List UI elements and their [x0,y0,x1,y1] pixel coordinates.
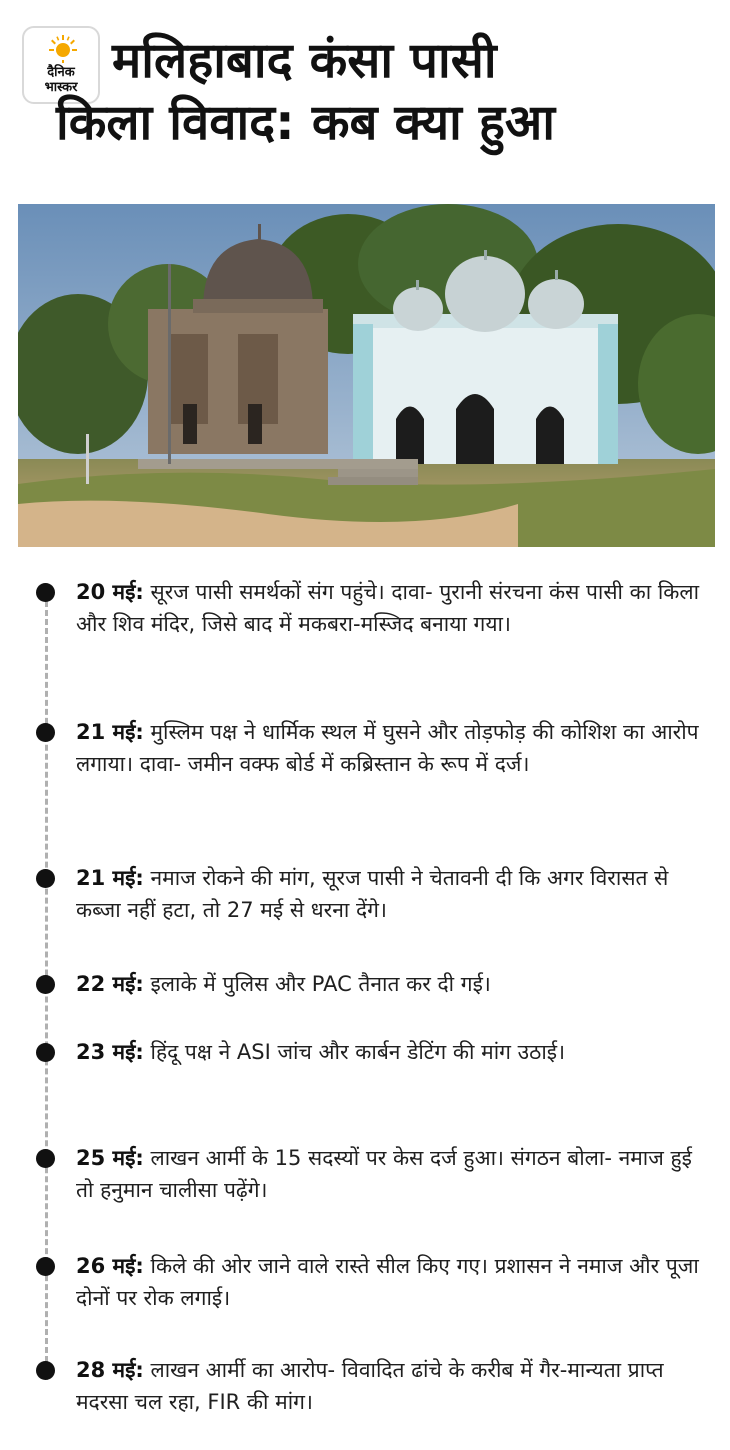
event-description: मुस्लिम पक्ष ने धार्मिक स्थल में घुसने और तोड़फोड़ की कोशिश का आरोप लगाया। दावा- जमीन वक्फ बोर्ड में कब्रिस्तान के रूप में दर्ज। [76,720,699,776]
event-text [76,1142,716,1206]
title-line2: किला विवाद: कब क्या हुआ [56,94,555,151]
event-date: 28 मई: [76,1358,144,1382]
event-text [76,716,716,780]
event-text [76,1250,716,1314]
sun-icon [48,34,78,64]
timeline-dot [36,723,55,742]
timeline-dot [36,1149,55,1168]
event-text [76,1354,716,1418]
timeline-dot [36,583,55,602]
event-description: इलाके में पुलिस और PAC तैनात कर दी गई। [150,972,491,996]
event-description: किले की ओर जाने वाले रास्ते सील किए गए। प्रशासन ने नमाज और पूजा दोनों पर रोक लगाई। [76,1254,699,1310]
timeline-dot [36,1257,55,1276]
timeline-dot [36,869,55,888]
event-date: 21 मई: [76,866,144,890]
event-date: 23 मई: [76,1040,144,1064]
fort-mosque-photo [18,204,715,547]
event-text [76,862,716,926]
timeline-dot [36,1361,55,1380]
event-date: 22 मई: [76,972,144,996]
event-text [76,1036,716,1068]
event-description: सूरज पासी समर्थकों संग पहुंचे। दावा- पुरानी संरचना कंस पासी का किला और शिव मंदिर, जिसे बाद में मकबरा-मस्जिद बनाया गया। [76,580,700,636]
logo-line1: दैनिक [47,65,75,80]
event-description: नमाज रोकने की मांग, सूरज पासी ने चेतावनी दी कि अगर विरासत से कब्जा नहीं हटा, तो 27 मई से धरना देंगे। [76,866,669,922]
event-date: 21 मई: [76,720,144,744]
logo-line2: भास्कर [44,80,78,95]
event-text [76,968,716,1000]
event-text [76,576,716,640]
event-date: 25 मई: [76,1146,144,1170]
event-description: लाखन आर्मी के 15 सदस्यों पर केस दर्ज हुआ। संगठन बोला- नमाज हुई तो हनुमान चालीसा पढ़ेंगे। [76,1146,692,1202]
timeline-dot [36,1043,55,1062]
event-date: 20 मई: [76,580,144,604]
event-date: 26 मई: [76,1254,144,1278]
title-line1: मलिहाबाद कंसा पासी [112,32,497,89]
event-description: लाखन आर्मी का आरोप- विवादित ढांचे के करीब में गैर-मान्यता प्राप्त मदरसा चल रहा, FIR की मांग। [76,1358,664,1414]
event-description: हिंदू पक्ष ने ASI जांच और कार्बन डेटिंग की मांग उठाई। [150,1040,566,1064]
timeline-dot [36,975,55,994]
